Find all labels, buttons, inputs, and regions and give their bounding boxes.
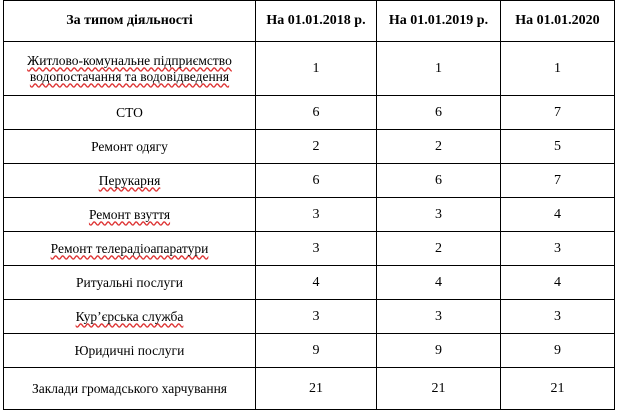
table-row: [4, 334, 615, 368]
table-row: [4, 164, 615, 198]
row-name-line2: водопостачання та водовідведення: [29, 68, 230, 84]
header-2020: На 01.01.2020: [501, 1, 615, 42]
row-name: [4, 300, 256, 334]
table-row: [4, 130, 615, 164]
cell-2018: 3: [256, 300, 377, 334]
cell-2020: 3: [501, 232, 615, 266]
cell-2019: 6: [377, 96, 501, 130]
row-name: [4, 42, 256, 96]
cell-2020: 9: [501, 334, 615, 368]
cell-2018: 2: [256, 130, 377, 164]
table-row: [4, 300, 615, 334]
row-name: Юридичні послуги: [4, 334, 256, 368]
row-name: [4, 232, 256, 266]
row-name: Ремонт одягу: [4, 130, 256, 164]
row-name: [4, 198, 256, 232]
cell-2020: 1: [501, 42, 615, 96]
table-row: [4, 266, 615, 300]
cell-2020: 21: [501, 368, 615, 410]
row-name-text: Ремонт телерадіоапаратури: [50, 240, 209, 256]
cell-2019: 2: [377, 130, 501, 164]
cell-2018: 3: [256, 232, 377, 266]
row-name: СТО: [4, 96, 256, 130]
cell-2018: 9: [256, 334, 377, 368]
cell-2018: 1: [256, 42, 377, 96]
table-row: [4, 96, 615, 130]
cell-2019: 3: [377, 300, 501, 334]
table-header-row: [4, 1, 615, 42]
cell-2020: 7: [501, 164, 615, 198]
table-row: [4, 232, 615, 266]
cell-2019: 3: [377, 198, 501, 232]
cell-2019: 21: [377, 368, 501, 410]
cell-2018: 4: [256, 266, 377, 300]
row-name-text: Ремонт взуття: [88, 206, 171, 222]
cell-2018: 6: [256, 96, 377, 130]
cell-2019: 2: [377, 232, 501, 266]
row-name-text: Перукарня: [98, 172, 161, 188]
table-row: [4, 368, 615, 410]
cell-2020: 3: [501, 300, 615, 334]
cell-2018: 21: [256, 368, 377, 410]
cell-2019: 4: [377, 266, 501, 300]
cell-2018: 3: [256, 198, 377, 232]
cell-2019: 1: [377, 42, 501, 96]
cell-2018: 6: [256, 164, 377, 198]
cell-2019: 6: [377, 164, 501, 198]
cell-2019: 9: [377, 334, 501, 368]
row-name: [4, 164, 256, 198]
row-name-text: Кур’єрська служба: [75, 308, 184, 324]
table-row: [4, 198, 615, 232]
cell-2020: 7: [501, 96, 615, 130]
activity-table: [3, 0, 615, 410]
table-row: [4, 42, 615, 96]
cell-2020: 5: [501, 130, 615, 164]
header-activity: За типом діяльності: [4, 1, 256, 42]
cell-2020: 4: [501, 266, 615, 300]
row-name-line1: Житлово-комунальне підприємство: [27, 52, 232, 68]
row-name: Заклади громадського харчування: [4, 368, 256, 410]
row-name: Ритуальні послуги: [4, 266, 256, 300]
cell-2020: 4: [501, 198, 615, 232]
header-2018: На 01.01.2018 р.: [256, 1, 377, 42]
header-2019: На 01.01.2019 р.: [377, 1, 501, 42]
